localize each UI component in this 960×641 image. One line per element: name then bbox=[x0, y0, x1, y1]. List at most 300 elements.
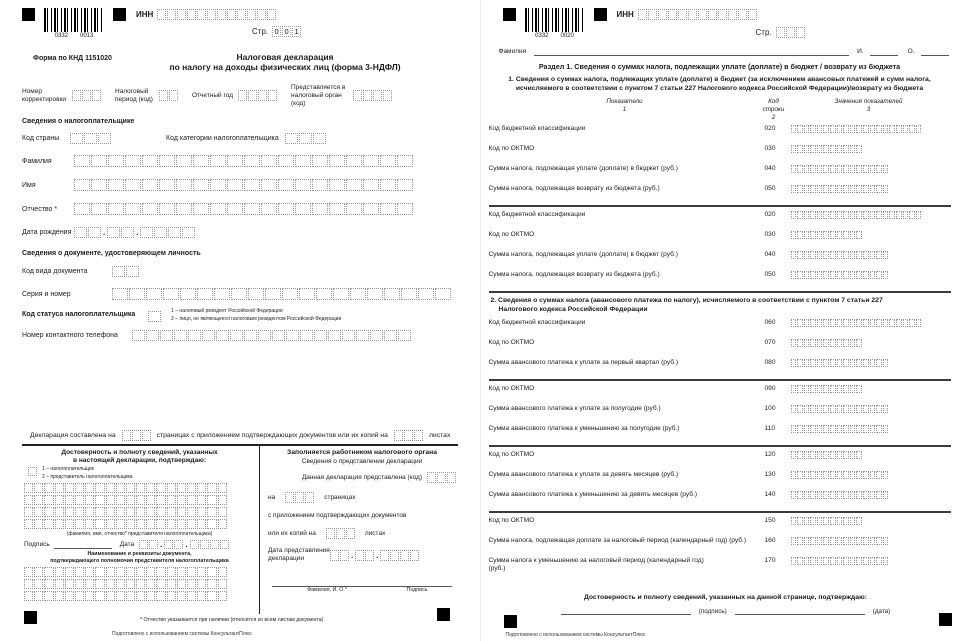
input-cell[interactable] bbox=[850, 517, 856, 525]
input-cell[interactable] bbox=[810, 425, 816, 433]
input-cell[interactable] bbox=[856, 451, 862, 459]
input-cell[interactable] bbox=[148, 311, 161, 322]
input-cell[interactable] bbox=[227, 179, 243, 191]
input-cell[interactable] bbox=[804, 165, 810, 173]
input-cell[interactable] bbox=[850, 425, 856, 433]
input-cell[interactable] bbox=[285, 133, 298, 144]
input-cell[interactable] bbox=[823, 165, 829, 173]
input-cell[interactable] bbox=[197, 519, 206, 529]
input-cell[interactable] bbox=[227, 9, 236, 20]
input-cell[interactable] bbox=[804, 359, 810, 367]
input-cell[interactable] bbox=[136, 579, 145, 589]
status-cells[interactable] bbox=[148, 311, 161, 322]
input-cell[interactable] bbox=[850, 405, 856, 413]
sign-date-year-cells[interactable] bbox=[190, 540, 229, 549]
input-cell[interactable] bbox=[870, 557, 876, 565]
input-cell[interactable] bbox=[65, 567, 74, 577]
input-cell[interactable] bbox=[863, 359, 869, 367]
input-cell[interactable] bbox=[856, 185, 862, 193]
row-value-cells[interactable] bbox=[791, 517, 863, 525]
input-cell[interactable] bbox=[397, 203, 413, 215]
input-cell[interactable] bbox=[299, 288, 315, 300]
input-cell[interactable] bbox=[804, 491, 810, 499]
input-cell[interactable] bbox=[817, 271, 823, 279]
input-cell[interactable] bbox=[830, 451, 836, 459]
input-cell[interactable] bbox=[883, 211, 889, 219]
input-cell[interactable] bbox=[843, 425, 849, 433]
input-cell[interactable] bbox=[791, 165, 797, 173]
input-cell[interactable] bbox=[95, 579, 104, 589]
input-cell[interactable] bbox=[55, 483, 64, 493]
input-cell[interactable] bbox=[55, 507, 64, 517]
input-cell[interactable] bbox=[218, 591, 227, 601]
input-cell[interactable] bbox=[146, 519, 155, 529]
input-cell[interactable] bbox=[197, 483, 206, 493]
input-cell[interactable] bbox=[870, 425, 876, 433]
input-cell[interactable] bbox=[24, 519, 33, 529]
input-cell[interactable] bbox=[797, 145, 803, 153]
input-cell[interactable] bbox=[804, 231, 810, 239]
input-cell[interactable] bbox=[837, 185, 843, 193]
input-cell[interactable] bbox=[797, 491, 803, 499]
input-cell[interactable] bbox=[177, 519, 186, 529]
input-cell[interactable] bbox=[817, 491, 823, 499]
input-cell[interactable] bbox=[850, 339, 856, 347]
input-cell[interactable] bbox=[883, 185, 889, 193]
input-cell[interactable] bbox=[24, 567, 33, 577]
input-cell[interactable] bbox=[312, 179, 328, 191]
input-cell[interactable] bbox=[850, 145, 856, 153]
input-cell[interactable] bbox=[126, 507, 135, 517]
input-cell[interactable] bbox=[830, 537, 836, 545]
input-cell[interactable] bbox=[410, 550, 419, 561]
input-cell[interactable] bbox=[98, 133, 111, 144]
input-cell[interactable] bbox=[44, 519, 53, 529]
input-cell[interactable] bbox=[108, 203, 124, 215]
row-value-cells[interactable] bbox=[791, 385, 863, 393]
input-cell[interactable] bbox=[870, 251, 876, 259]
input-cell[interactable] bbox=[177, 567, 186, 577]
input-cell[interactable] bbox=[791, 451, 797, 459]
input-cell[interactable] bbox=[823, 557, 829, 565]
attest-fio-cells-row[interactable] bbox=[24, 483, 255, 493]
input-cell[interactable] bbox=[791, 405, 797, 413]
input-cell[interactable]: 1 bbox=[292, 26, 301, 37]
input-cell[interactable] bbox=[210, 155, 226, 167]
input-cell[interactable] bbox=[95, 519, 104, 529]
input-cell[interactable] bbox=[177, 495, 186, 505]
input-cell[interactable] bbox=[810, 339, 816, 347]
input-cell[interactable] bbox=[863, 405, 869, 413]
input-cell[interactable] bbox=[823, 251, 829, 259]
sign-date-month-cells[interactable] bbox=[164, 540, 183, 549]
input-cell[interactable] bbox=[804, 185, 810, 193]
input-cell[interactable] bbox=[257, 9, 266, 20]
input-cell[interactable] bbox=[126, 483, 135, 493]
input-cell[interactable] bbox=[142, 203, 158, 215]
input-cell[interactable] bbox=[810, 251, 816, 259]
input-cell[interactable] bbox=[156, 507, 165, 517]
input-cell[interactable] bbox=[380, 179, 396, 191]
input-cell[interactable] bbox=[437, 472, 446, 483]
input-cell[interactable]: 0 bbox=[282, 26, 291, 37]
input-cell[interactable] bbox=[146, 495, 155, 505]
input-cell[interactable] bbox=[305, 492, 314, 503]
input-cell[interactable] bbox=[116, 495, 125, 505]
input-cell[interactable] bbox=[823, 359, 829, 367]
attest-fio-cells-row[interactable] bbox=[24, 495, 255, 505]
input-cell[interactable] bbox=[728, 9, 737, 20]
row-value-cells[interactable] bbox=[791, 491, 889, 499]
input-cell[interactable] bbox=[896, 319, 902, 327]
input-cell[interactable] bbox=[34, 591, 43, 601]
input-cell[interactable] bbox=[823, 125, 829, 133]
input-cell[interactable] bbox=[791, 517, 797, 525]
input-cell[interactable] bbox=[129, 288, 145, 300]
input-cell[interactable] bbox=[850, 231, 856, 239]
input-cell[interactable] bbox=[126, 579, 135, 589]
input-cell[interactable] bbox=[648, 9, 657, 20]
input-cell[interactable] bbox=[823, 231, 829, 239]
input-cell[interactable] bbox=[823, 517, 829, 525]
input-cell[interactable] bbox=[295, 179, 311, 191]
input-cell[interactable] bbox=[414, 430, 423, 441]
input-cell[interactable] bbox=[278, 155, 294, 167]
input-cell[interactable] bbox=[850, 211, 856, 219]
input-cell[interactable] bbox=[850, 385, 856, 393]
authority-cells[interactable] bbox=[353, 90, 392, 101]
input-cell[interactable] bbox=[394, 430, 403, 441]
input-cell[interactable] bbox=[856, 125, 862, 133]
input-cell[interactable] bbox=[218, 495, 227, 505]
input-cell[interactable] bbox=[146, 507, 155, 517]
row-value-cells[interactable] bbox=[791, 251, 889, 259]
input-cell[interactable] bbox=[65, 483, 74, 493]
input-cell[interactable] bbox=[870, 271, 876, 279]
input-cell[interactable] bbox=[856, 165, 862, 173]
input-cell[interactable] bbox=[856, 211, 862, 219]
input-cell[interactable] bbox=[384, 330, 397, 341]
input-cell[interactable] bbox=[797, 425, 803, 433]
input-cell[interactable] bbox=[174, 330, 187, 341]
input-cell[interactable] bbox=[810, 385, 816, 393]
input-cell[interactable] bbox=[876, 557, 882, 565]
input-cell[interactable] bbox=[187, 567, 196, 577]
input-cell[interactable] bbox=[200, 540, 209, 549]
input-cell[interactable] bbox=[210, 203, 226, 215]
input-cell[interactable] bbox=[227, 203, 243, 215]
input-cell[interactable] bbox=[244, 179, 260, 191]
input-cell[interactable] bbox=[837, 165, 843, 173]
input-cell[interactable] bbox=[106, 483, 115, 493]
input-cell[interactable] bbox=[167, 495, 176, 505]
input-cell[interactable] bbox=[823, 185, 829, 193]
input-cell[interactable] bbox=[870, 319, 876, 327]
input-cell[interactable] bbox=[95, 495, 104, 505]
input-cell[interactable] bbox=[823, 491, 829, 499]
input-cell[interactable] bbox=[823, 145, 829, 153]
phone-cells[interactable] bbox=[132, 330, 411, 341]
input-cell[interactable] bbox=[193, 203, 209, 215]
input-cell[interactable] bbox=[817, 211, 823, 219]
input-cell[interactable] bbox=[870, 211, 876, 219]
input-cell[interactable] bbox=[197, 591, 206, 601]
input-cell[interactable] bbox=[850, 451, 856, 459]
input-cell[interactable] bbox=[190, 540, 199, 549]
input-cell[interactable] bbox=[218, 567, 227, 577]
input-cell[interactable] bbox=[202, 330, 215, 341]
signature-field[interactable] bbox=[54, 541, 112, 549]
input-cell[interactable] bbox=[146, 579, 155, 589]
input-cell[interactable] bbox=[286, 330, 299, 341]
composed-pages-cells[interactable] bbox=[122, 430, 151, 441]
input-cell[interactable] bbox=[810, 557, 816, 565]
input-cell[interactable] bbox=[817, 537, 823, 545]
input-cell[interactable] bbox=[876, 185, 882, 193]
input-cell[interactable] bbox=[903, 319, 909, 327]
input-cell[interactable] bbox=[804, 145, 810, 153]
input-cell[interactable] bbox=[316, 288, 332, 300]
input-cell[interactable] bbox=[108, 155, 124, 167]
input-cell[interactable] bbox=[791, 359, 797, 367]
input-cell[interactable] bbox=[244, 330, 257, 341]
input-cell[interactable] bbox=[435, 288, 451, 300]
input-cell[interactable] bbox=[903, 125, 909, 133]
input-cell[interactable] bbox=[823, 405, 829, 413]
input-cell[interactable] bbox=[187, 483, 196, 493]
input-cell[interactable] bbox=[139, 540, 148, 549]
input-cell[interactable] bbox=[157, 9, 166, 20]
input-cell[interactable] bbox=[182, 227, 195, 238]
doc-code-cells[interactable] bbox=[112, 266, 139, 277]
input-cell[interactable] bbox=[75, 507, 84, 517]
input-cell[interactable] bbox=[823, 451, 829, 459]
input-cell[interactable] bbox=[791, 231, 797, 239]
input-cell[interactable] bbox=[791, 319, 797, 327]
input-cell[interactable] bbox=[804, 211, 810, 219]
input-cell[interactable] bbox=[329, 203, 345, 215]
input-cell[interactable] bbox=[830, 339, 836, 347]
birth-day-cells[interactable] bbox=[74, 227, 101, 238]
input-cell[interactable] bbox=[70, 133, 83, 144]
patronymic-cells[interactable] bbox=[74, 203, 413, 215]
input-cell[interactable] bbox=[810, 271, 816, 279]
input-cell[interactable] bbox=[817, 385, 823, 393]
official-date-day-cells[interactable] bbox=[330, 550, 349, 561]
input-cell[interactable] bbox=[159, 155, 175, 167]
input-cell[interactable] bbox=[167, 579, 176, 589]
input-cell[interactable] bbox=[210, 540, 219, 549]
input-cell[interactable] bbox=[830, 271, 836, 279]
input-cell[interactable] bbox=[84, 133, 97, 144]
input-cell[interactable] bbox=[258, 330, 271, 341]
input-cell[interactable] bbox=[810, 537, 816, 545]
input-cell[interactable]: 0 bbox=[272, 26, 281, 37]
input-cell[interactable] bbox=[285, 492, 294, 503]
input-cell[interactable] bbox=[237, 9, 246, 20]
input-cell[interactable] bbox=[336, 528, 345, 539]
input-cell[interactable] bbox=[397, 155, 413, 167]
input-cell[interactable] bbox=[804, 557, 810, 565]
input-cell[interactable] bbox=[136, 519, 145, 529]
input-cell[interactable] bbox=[837, 211, 843, 219]
input-cell[interactable] bbox=[810, 451, 816, 459]
input-cell[interactable] bbox=[187, 579, 196, 589]
input-cell[interactable] bbox=[843, 125, 849, 133]
input-cell[interactable] bbox=[244, 155, 260, 167]
input-cell[interactable] bbox=[850, 165, 856, 173]
input-cell[interactable] bbox=[230, 330, 243, 341]
row-value-cells[interactable] bbox=[791, 471, 889, 479]
input-cell[interactable] bbox=[404, 430, 413, 441]
input-cell[interactable] bbox=[329, 179, 345, 191]
input-cell[interactable] bbox=[876, 491, 882, 499]
input-cell[interactable] bbox=[268, 90, 277, 101]
input-cell[interactable] bbox=[837, 491, 843, 499]
official-presented-cells[interactable] bbox=[427, 472, 456, 483]
input-cell[interactable] bbox=[797, 405, 803, 413]
input-cell[interactable] bbox=[876, 405, 882, 413]
input-cell[interactable] bbox=[350, 288, 366, 300]
input-cell[interactable] bbox=[837, 271, 843, 279]
input-cell[interactable] bbox=[207, 9, 216, 20]
input-cell[interactable] bbox=[678, 9, 687, 20]
input-cell[interactable] bbox=[177, 9, 186, 20]
input-cell[interactable] bbox=[380, 203, 396, 215]
input-cell[interactable] bbox=[82, 90, 91, 101]
input-cell[interactable] bbox=[85, 579, 94, 589]
input-cell[interactable] bbox=[126, 591, 135, 601]
input-cell[interactable] bbox=[207, 495, 216, 505]
input-cell[interactable] bbox=[278, 203, 294, 215]
input-cell[interactable] bbox=[340, 550, 349, 561]
input-cell[interactable] bbox=[810, 319, 816, 327]
input-cell[interactable] bbox=[810, 145, 816, 153]
input-cell[interactable] bbox=[193, 179, 209, 191]
input-cell[interactable] bbox=[34, 483, 43, 493]
input-cell[interactable] bbox=[278, 179, 294, 191]
input-cell[interactable] bbox=[65, 519, 74, 529]
input-cell[interactable] bbox=[863, 271, 869, 279]
input-cell[interactable] bbox=[688, 9, 697, 20]
row-value-cells[interactable] bbox=[791, 339, 863, 347]
input-cell[interactable] bbox=[791, 145, 797, 153]
input-cell[interactable] bbox=[188, 330, 201, 341]
input-cell[interactable] bbox=[85, 519, 94, 529]
input-cell[interactable] bbox=[843, 165, 849, 173]
input-cell[interactable] bbox=[85, 483, 94, 493]
input-cell[interactable] bbox=[177, 483, 186, 493]
input-cell[interactable] bbox=[214, 288, 230, 300]
input-cell[interactable] bbox=[401, 288, 417, 300]
input-cell[interactable] bbox=[850, 557, 856, 565]
input-cell[interactable] bbox=[197, 495, 206, 505]
input-cell[interactable] bbox=[850, 271, 856, 279]
input-cell[interactable] bbox=[156, 579, 165, 589]
input-cell[interactable] bbox=[830, 557, 836, 565]
input-cell[interactable] bbox=[817, 319, 823, 327]
input-cell[interactable] bbox=[817, 251, 823, 259]
input-cell[interactable] bbox=[889, 319, 895, 327]
input-cell[interactable] bbox=[850, 537, 856, 545]
input-cell[interactable] bbox=[843, 339, 849, 347]
input-cell[interactable] bbox=[883, 471, 889, 479]
input-cell[interactable] bbox=[863, 125, 869, 133]
input-cell[interactable] bbox=[146, 288, 162, 300]
input-cell[interactable] bbox=[380, 550, 389, 561]
input-cell[interactable] bbox=[830, 145, 836, 153]
input-cell[interactable] bbox=[856, 319, 862, 327]
input-cell[interactable] bbox=[791, 385, 797, 393]
input-cell[interactable] bbox=[776, 27, 785, 38]
input-cell[interactable] bbox=[810, 185, 816, 193]
input-cell[interactable] bbox=[140, 227, 153, 238]
input-cell[interactable] bbox=[261, 155, 277, 167]
input-cell[interactable] bbox=[328, 330, 341, 341]
input-cell[interactable] bbox=[346, 179, 362, 191]
input-cell[interactable] bbox=[217, 9, 226, 20]
input-cell[interactable] bbox=[156, 519, 165, 529]
input-cell[interactable] bbox=[916, 211, 922, 219]
input-cell[interactable] bbox=[804, 537, 810, 545]
input-cell[interactable] bbox=[837, 125, 843, 133]
input-cell[interactable] bbox=[830, 125, 836, 133]
input-cell[interactable] bbox=[126, 266, 139, 277]
input-cell[interactable] bbox=[177, 579, 186, 589]
input-cell[interactable] bbox=[92, 90, 101, 101]
input-cell[interactable] bbox=[24, 483, 33, 493]
input-cell[interactable] bbox=[126, 519, 135, 529]
input-cell[interactable] bbox=[95, 483, 104, 493]
input-cell[interactable] bbox=[193, 155, 209, 167]
input-cell[interactable] bbox=[282, 288, 298, 300]
input-cell[interactable] bbox=[75, 519, 84, 529]
input-cell[interactable] bbox=[218, 519, 227, 529]
input-cell[interactable] bbox=[830, 405, 836, 413]
input-cell[interactable] bbox=[856, 145, 862, 153]
input-cell[interactable] bbox=[876, 537, 882, 545]
input-cell[interactable] bbox=[883, 165, 889, 173]
surname-cells[interactable] bbox=[74, 155, 413, 167]
initial-i-field[interactable] bbox=[870, 47, 898, 56]
input-cell[interactable] bbox=[112, 288, 128, 300]
input-cell[interactable] bbox=[843, 385, 849, 393]
correction-cells[interactable] bbox=[72, 90, 101, 101]
period-cells[interactable] bbox=[159, 90, 178, 101]
official-name-field[interactable] bbox=[272, 579, 382, 587]
input-cell[interactable] bbox=[843, 537, 849, 545]
input-cell[interactable] bbox=[363, 179, 379, 191]
input-cell[interactable] bbox=[850, 491, 856, 499]
input-cell[interactable] bbox=[797, 471, 803, 479]
row-value-cells[interactable] bbox=[791, 451, 863, 459]
input-cell[interactable] bbox=[85, 591, 94, 601]
input-cell[interactable] bbox=[843, 517, 849, 525]
input-cell[interactable] bbox=[247, 9, 256, 20]
input-cell[interactable] bbox=[817, 339, 823, 347]
input-cell[interactable] bbox=[797, 185, 803, 193]
input-cell[interactable] bbox=[883, 405, 889, 413]
input-cell[interactable] bbox=[856, 471, 862, 479]
input-cell[interactable] bbox=[791, 339, 797, 347]
input-cell[interactable] bbox=[74, 155, 90, 167]
input-cell[interactable] bbox=[810, 125, 816, 133]
input-cell[interactable] bbox=[248, 288, 264, 300]
input-cell[interactable] bbox=[791, 271, 797, 279]
input-cell[interactable] bbox=[142, 155, 158, 167]
input-cell[interactable] bbox=[427, 472, 436, 483]
input-cell[interactable] bbox=[295, 203, 311, 215]
